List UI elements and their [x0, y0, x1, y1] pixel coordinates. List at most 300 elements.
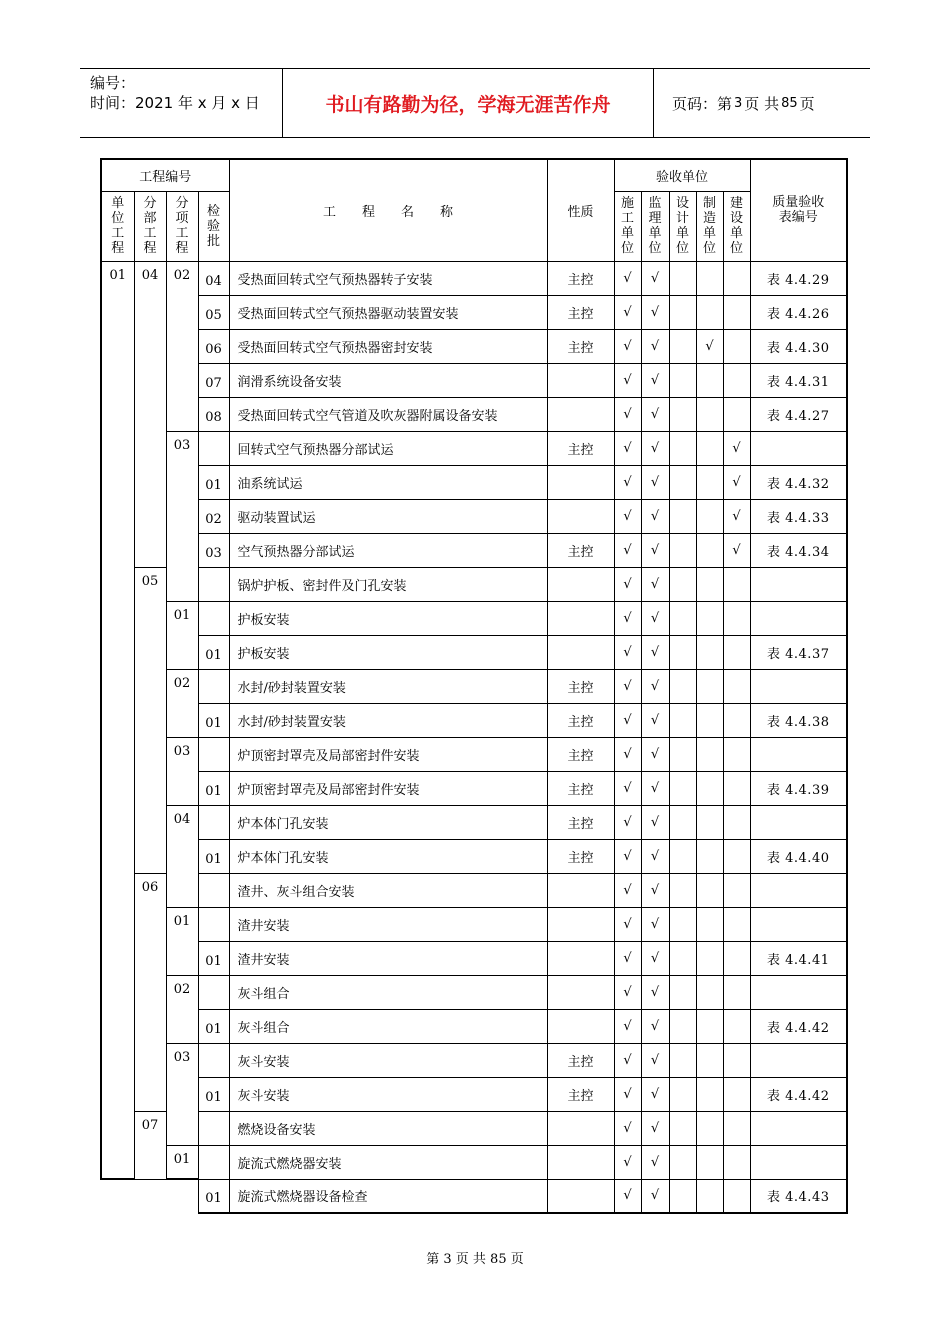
check-cell-k2: √: [641, 567, 669, 601]
quality-form-code: 表 4.4.26: [750, 295, 847, 329]
nature-cell: [547, 397, 614, 431]
check-cell-k1: √: [614, 533, 641, 567]
sub-project-code: 04: [134, 261, 166, 567]
sub-project-header: 分部工程: [134, 191, 166, 261]
inspection-batch-code: [198, 669, 229, 703]
check-cell-k1: √: [614, 465, 641, 499]
check-cell-k5: [723, 839, 750, 873]
unit-project-header: 单位工程: [101, 191, 134, 261]
quality-form-code: 表 4.4.40: [750, 839, 847, 873]
project-name: 受热面回转式空气预热器转子安装: [229, 261, 547, 295]
check-cell-k3: [669, 295, 696, 329]
check-cell-k3: [669, 465, 696, 499]
nature-cell: 主控: [547, 261, 614, 295]
check-cell-k2: √: [641, 737, 669, 771]
check-cell-k1: √: [614, 805, 641, 839]
check-cell-k5: √: [723, 499, 750, 533]
check-cell-k4: [696, 397, 723, 431]
blank-cell: [101, 1179, 198, 1213]
check-cell-k3: [669, 669, 696, 703]
manufacture-unit-header: 制造单位: [696, 191, 723, 261]
check-cell-k2: √: [641, 1179, 669, 1213]
table-row: [101, 499, 847, 533]
check-cell-k4: [696, 465, 723, 499]
check-cell-k5: [723, 261, 750, 295]
nature-cell: 主控: [547, 1043, 614, 1077]
check-cell-k3: [669, 601, 696, 635]
check-cell-k2: √: [641, 1043, 669, 1077]
project-name: 灰斗安装: [229, 1077, 547, 1111]
item-project-code: 02: [166, 261, 198, 431]
project-name-header: 工 程 名 称: [229, 159, 547, 261]
project-name: 炉本体门孔安装: [229, 805, 547, 839]
inspection-batch-code: 05: [198, 295, 229, 329]
check-cell-k2: √: [641, 669, 669, 703]
check-cell-k1: √: [614, 873, 641, 907]
check-cell-k2: √: [641, 295, 669, 329]
check-cell-k1: √: [614, 771, 641, 805]
header-page-info: [664, 69, 870, 137]
page-mid: 页 共: [744, 94, 780, 113]
check-cell-k2: √: [641, 363, 669, 397]
check-cell-k4: [696, 975, 723, 1009]
check-cell-k4: [696, 907, 723, 941]
check-cell-k4: [696, 771, 723, 805]
quality-form-code: 表 4.4.30: [750, 329, 847, 363]
project-name: 渣井、灰斗组合安装: [229, 873, 547, 907]
check-cell-k5: [723, 635, 750, 669]
quality-form-code: [750, 737, 847, 771]
quality-form-code: 表 4.4.29: [750, 261, 847, 295]
project-name: 炉顶密封罩壳及局部密封件安装: [229, 737, 547, 771]
nature-cell: [547, 567, 614, 601]
check-cell-k1: √: [614, 601, 641, 635]
nature-cell: 主控: [547, 329, 614, 363]
table-row: [101, 601, 847, 635]
table-row: [101, 431, 847, 465]
check-cell-k1: √: [614, 737, 641, 771]
check-cell-k3: [669, 1043, 696, 1077]
project-code-header: 工程编号: [101, 159, 229, 191]
check-cell-k3: [669, 567, 696, 601]
check-cell-k5: [723, 941, 750, 975]
table-row: [101, 873, 847, 907]
quality-form-code: [750, 431, 847, 465]
check-cell-k4: [696, 635, 723, 669]
unit-project-code: 01: [101, 261, 134, 1179]
project-name: 受热面回转式空气预热器驱动装置安装: [229, 295, 547, 329]
check-cell-k2: √: [641, 941, 669, 975]
quality-form-code: 表 4.4.42: [750, 1009, 847, 1043]
check-cell-k1: √: [614, 975, 641, 1009]
nature-cell: 主控: [547, 431, 614, 465]
quality-form-code: 表 4.4.42: [750, 1077, 847, 1111]
design-unit-header: 设计单位: [669, 191, 696, 261]
nature-header: 性质: [547, 159, 614, 261]
nature-cell: 主控: [547, 1077, 614, 1111]
check-cell-k1: √: [614, 635, 641, 669]
project-name: 油系统试运: [229, 465, 547, 499]
check-cell-k1: √: [614, 1043, 641, 1077]
check-cell-k3: [669, 329, 696, 363]
check-cell-k3: [669, 975, 696, 1009]
inspection-batch-header: 检验批: [198, 191, 229, 261]
table-row: [101, 703, 847, 737]
check-cell-k4: [696, 941, 723, 975]
inspection-batch-code: [198, 601, 229, 635]
check-cell-k1: √: [614, 397, 641, 431]
table-row: [101, 907, 847, 941]
check-cell-k1: √: [614, 1077, 641, 1111]
table-row: [101, 941, 847, 975]
check-cell-k4: [696, 1145, 723, 1179]
check-cell-k1: √: [614, 261, 641, 295]
table-row: [101, 329, 847, 363]
nature-cell: 主控: [547, 533, 614, 567]
check-cell-k3: [669, 1077, 696, 1111]
check-cell-k1: √: [614, 1111, 641, 1145]
inspection-batch-code: 06: [198, 329, 229, 363]
check-cell-k3: [669, 1009, 696, 1043]
check-cell-k2: √: [641, 533, 669, 567]
nature-cell: [547, 499, 614, 533]
quality-form-code: 表 4.4.38: [750, 703, 847, 737]
project-name: 燃烧设备安装: [229, 1111, 547, 1145]
page-prefix: 页码：第: [672, 94, 733, 113]
check-cell-k2: √: [641, 1077, 669, 1111]
check-cell-k4: [696, 601, 723, 635]
inspection-batch-code: [198, 805, 229, 839]
check-cell-k3: [669, 941, 696, 975]
inspection-batch-code: [198, 431, 229, 465]
project-name: 渣井安装: [229, 941, 547, 975]
project-name: 受热面回转式空气管道及吹灰器附属设备安装: [229, 397, 547, 431]
page-header: [80, 68, 870, 138]
check-cell-k2: √: [641, 907, 669, 941]
check-cell-k1: √: [614, 295, 641, 329]
check-cell-k2: √: [641, 601, 669, 635]
header-meta: [80, 69, 283, 137]
check-cell-k4: [696, 1111, 723, 1145]
inspection-batch-code: 01: [198, 1077, 229, 1111]
check-cell-k3: [669, 1145, 696, 1179]
item-project-code: 03: [166, 737, 198, 805]
check-cell-k4: [696, 431, 723, 465]
inspection-batch-code: 07: [198, 363, 229, 397]
quality-form-header: 质量验收表编号: [750, 159, 847, 261]
quality-form-code: [750, 975, 847, 1009]
quality-form-code: 表 4.4.32: [750, 465, 847, 499]
item-project-code: 02: [166, 669, 198, 737]
check-cell-k4: [696, 839, 723, 873]
check-cell-k3: [669, 873, 696, 907]
acceptance-table: [100, 158, 848, 1214]
project-name: 护板安装: [229, 601, 547, 635]
check-cell-k4: [696, 805, 723, 839]
table-row: [101, 771, 847, 805]
check-cell-k2: √: [641, 839, 669, 873]
nature-cell: 主控: [547, 737, 614, 771]
inspection-batch-code: 01: [198, 1009, 229, 1043]
project-name: 炉顶密封罩壳及局部密封件安装: [229, 771, 547, 805]
quality-form-code: 表 4.4.41: [750, 941, 847, 975]
sub-project-code: 06: [134, 873, 166, 1111]
doc-time-label: 时间：2021 年 x 月 x 日: [90, 94, 260, 112]
check-cell-k4: [696, 295, 723, 329]
sub-project-code: 05: [134, 567, 166, 873]
table-row: [101, 295, 847, 329]
inspection-batch-code: [198, 975, 229, 1009]
doc-number-label: 编号：: [90, 74, 136, 92]
check-cell-k4: [696, 261, 723, 295]
check-cell-k2: √: [641, 1145, 669, 1179]
check-cell-k5: [723, 601, 750, 635]
owner-unit-header: 建设单位: [723, 191, 750, 261]
project-name: 炉本体门孔安装: [229, 839, 547, 873]
nature-cell: [547, 975, 614, 1009]
project-name: 锅炉护板、密封件及门孔安装: [229, 567, 547, 601]
table-row: [101, 975, 847, 1009]
check-cell-k5: [723, 907, 750, 941]
table-row: [101, 1111, 847, 1145]
check-cell-k2: √: [641, 635, 669, 669]
nature-cell: [547, 363, 614, 397]
check-cell-k4: √: [696, 329, 723, 363]
inspection-batch-code: 01: [198, 703, 229, 737]
table-row: [101, 839, 847, 873]
check-cell-k5: [723, 771, 750, 805]
check-cell-k4: [696, 533, 723, 567]
project-name: 护板安装: [229, 635, 547, 669]
check-cell-k5: [723, 1145, 750, 1179]
check-cell-k5: [723, 805, 750, 839]
table-row: [101, 533, 847, 567]
page-number: 3: [734, 95, 743, 111]
inspection-batch-code: 01: [198, 1179, 229, 1213]
quality-form-code: [750, 1043, 847, 1077]
check-cell-k5: [723, 669, 750, 703]
table-row: [101, 363, 847, 397]
quality-form-code: [750, 805, 847, 839]
check-cell-k5: [723, 567, 750, 601]
item-project-header: 分项工程: [166, 191, 198, 261]
nature-cell: [547, 1145, 614, 1179]
check-cell-k2: √: [641, 261, 669, 295]
check-cell-k5: √: [723, 533, 750, 567]
inspection-batch-code: [198, 907, 229, 941]
item-project-code: 01: [166, 907, 198, 975]
check-cell-k3: [669, 499, 696, 533]
check-cell-k1: √: [614, 907, 641, 941]
table-row: [101, 805, 847, 839]
check-cell-k2: √: [641, 1111, 669, 1145]
inspection-batch-code: 08: [198, 397, 229, 431]
nature-cell: [547, 465, 614, 499]
check-cell-k1: √: [614, 703, 641, 737]
check-cell-k4: [696, 1043, 723, 1077]
check-cell-k3: [669, 805, 696, 839]
check-cell-k2: √: [641, 975, 669, 1009]
project-name: 渣井安装: [229, 907, 547, 941]
quality-form-code: 表 4.4.34: [750, 533, 847, 567]
project-name: 水封/砂封装置安装: [229, 669, 547, 703]
check-cell-k2: √: [641, 329, 669, 363]
check-cell-k5: [723, 1179, 750, 1213]
check-cell-k4: [696, 703, 723, 737]
check-cell-k4: [696, 1009, 723, 1043]
check-cell-k3: [669, 907, 696, 941]
check-cell-k3: [669, 431, 696, 465]
inspection-batch-code: 01: [198, 771, 229, 805]
quality-form-code: 表 4.4.37: [750, 635, 847, 669]
project-name: 灰斗安装: [229, 1043, 547, 1077]
quality-form-code: [750, 601, 847, 635]
nature-cell: 主控: [547, 295, 614, 329]
item-project-code: 03: [166, 1043, 198, 1145]
check-cell-k1: √: [614, 363, 641, 397]
sub-project-code: 07: [134, 1111, 166, 1179]
header-motto: 书山有路勤为径，学海无涯苦作舟: [283, 69, 654, 137]
check-cell-k5: [723, 295, 750, 329]
table-row: [101, 669, 847, 703]
check-cell-k1: √: [614, 1145, 641, 1179]
project-name: 水封/砂封装置安装: [229, 703, 547, 737]
check-cell-k4: [696, 1179, 723, 1213]
check-cell-k3: [669, 703, 696, 737]
table-row: [101, 1145, 847, 1179]
acceptance-unit-header: 验收单位: [614, 159, 750, 191]
construction-unit-header: 施工单位: [614, 191, 641, 261]
inspection-batch-code: 01: [198, 465, 229, 499]
item-project-code: 01: [166, 601, 198, 669]
nature-cell: [547, 907, 614, 941]
check-cell-k4: [696, 363, 723, 397]
check-cell-k3: [669, 533, 696, 567]
check-cell-k3: [669, 1111, 696, 1145]
check-cell-k1: √: [614, 329, 641, 363]
check-cell-k5: [723, 363, 750, 397]
check-cell-k3: [669, 1179, 696, 1213]
check-cell-k2: √: [641, 431, 669, 465]
check-cell-k2: √: [641, 805, 669, 839]
check-cell-k2: √: [641, 499, 669, 533]
check-cell-k3: [669, 363, 696, 397]
inspection-batch-code: 03: [198, 533, 229, 567]
project-name: 润滑系统设备安装: [229, 363, 547, 397]
check-cell-k3: [669, 261, 696, 295]
check-cell-k2: √: [641, 703, 669, 737]
table-row: [101, 1179, 847, 1213]
quality-form-code: 表 4.4.31: [750, 363, 847, 397]
check-cell-k5: [723, 1043, 750, 1077]
nature-cell: [547, 1009, 614, 1043]
check-cell-k5: [723, 975, 750, 1009]
check-cell-k4: [696, 737, 723, 771]
check-cell-k3: [669, 839, 696, 873]
check-cell-k5: √: [723, 431, 750, 465]
nature-cell: [547, 941, 614, 975]
inspection-batch-code: [198, 873, 229, 907]
check-cell-k5: [723, 397, 750, 431]
check-cell-k2: √: [641, 397, 669, 431]
nature-cell: [547, 601, 614, 635]
check-cell-k2: √: [641, 771, 669, 805]
nature-cell: 主控: [547, 771, 614, 805]
check-cell-k5: [723, 1111, 750, 1145]
page-suffix: 页: [799, 94, 815, 113]
nature-cell: 主控: [547, 703, 614, 737]
check-cell-k5: [723, 737, 750, 771]
nature-cell: 主控: [547, 839, 614, 873]
project-name: 灰斗组合: [229, 1009, 547, 1043]
project-name: 空气预热器分部试运: [229, 533, 547, 567]
nature-cell: [547, 635, 614, 669]
check-cell-k1: √: [614, 499, 641, 533]
check-cell-k3: [669, 737, 696, 771]
check-cell-k4: [696, 499, 723, 533]
check-cell-k5: [723, 1009, 750, 1043]
check-cell-k5: [723, 873, 750, 907]
check-cell-k3: [669, 397, 696, 431]
quality-form-code: 表 4.4.39: [750, 771, 847, 805]
inspection-batch-code: 01: [198, 941, 229, 975]
quality-form-code: [750, 1111, 847, 1145]
project-name: 灰斗组合: [229, 975, 547, 1009]
table-row: [101, 737, 847, 771]
page-total: 85: [781, 95, 798, 111]
check-cell-k3: [669, 635, 696, 669]
check-cell-k1: √: [614, 839, 641, 873]
check-cell-k1: √: [614, 431, 641, 465]
project-name: 驱动装置试运: [229, 499, 547, 533]
quality-form-code: 表 4.4.27: [750, 397, 847, 431]
page-footer: 第 3 页 共 85 页: [426, 1252, 524, 1267]
table-row: [101, 567, 847, 601]
inspection-batch-code: [198, 737, 229, 771]
quality-form-code: 表 4.4.33: [750, 499, 847, 533]
check-cell-k1: √: [614, 1179, 641, 1213]
inspection-batch-code: [198, 567, 229, 601]
quality-form-code: [750, 1145, 847, 1179]
quality-form-code: 表 4.4.43: [750, 1179, 847, 1213]
check-cell-k4: [696, 873, 723, 907]
item-project-code: 03: [166, 431, 198, 601]
nature-cell: 主控: [547, 805, 614, 839]
nature-cell: [547, 1179, 614, 1213]
check-cell-k1: √: [614, 1009, 641, 1043]
project-name: 旋流式燃烧器安装: [229, 1145, 547, 1179]
supervision-unit-header: 监理单位: [641, 191, 669, 261]
inspection-batch-code: 02: [198, 499, 229, 533]
table-row: [101, 1009, 847, 1043]
table-row: [101, 1043, 847, 1077]
inspection-batch-code: [198, 1145, 229, 1179]
check-cell-k2: √: [641, 1009, 669, 1043]
check-cell-k5: [723, 329, 750, 363]
table-row: [101, 1077, 847, 1111]
inspection-batch-code: [198, 1043, 229, 1077]
quality-form-code: [750, 567, 847, 601]
check-cell-k5: [723, 1077, 750, 1111]
check-cell-k4: [696, 567, 723, 601]
nature-cell: 主控: [547, 669, 614, 703]
item-project-code: 01: [166, 1145, 198, 1179]
item-project-code: 04: [166, 805, 198, 907]
check-cell-k1: √: [614, 567, 641, 601]
table-row: [101, 397, 847, 431]
nature-cell: [547, 873, 614, 907]
inspection-batch-code: 04: [198, 261, 229, 295]
